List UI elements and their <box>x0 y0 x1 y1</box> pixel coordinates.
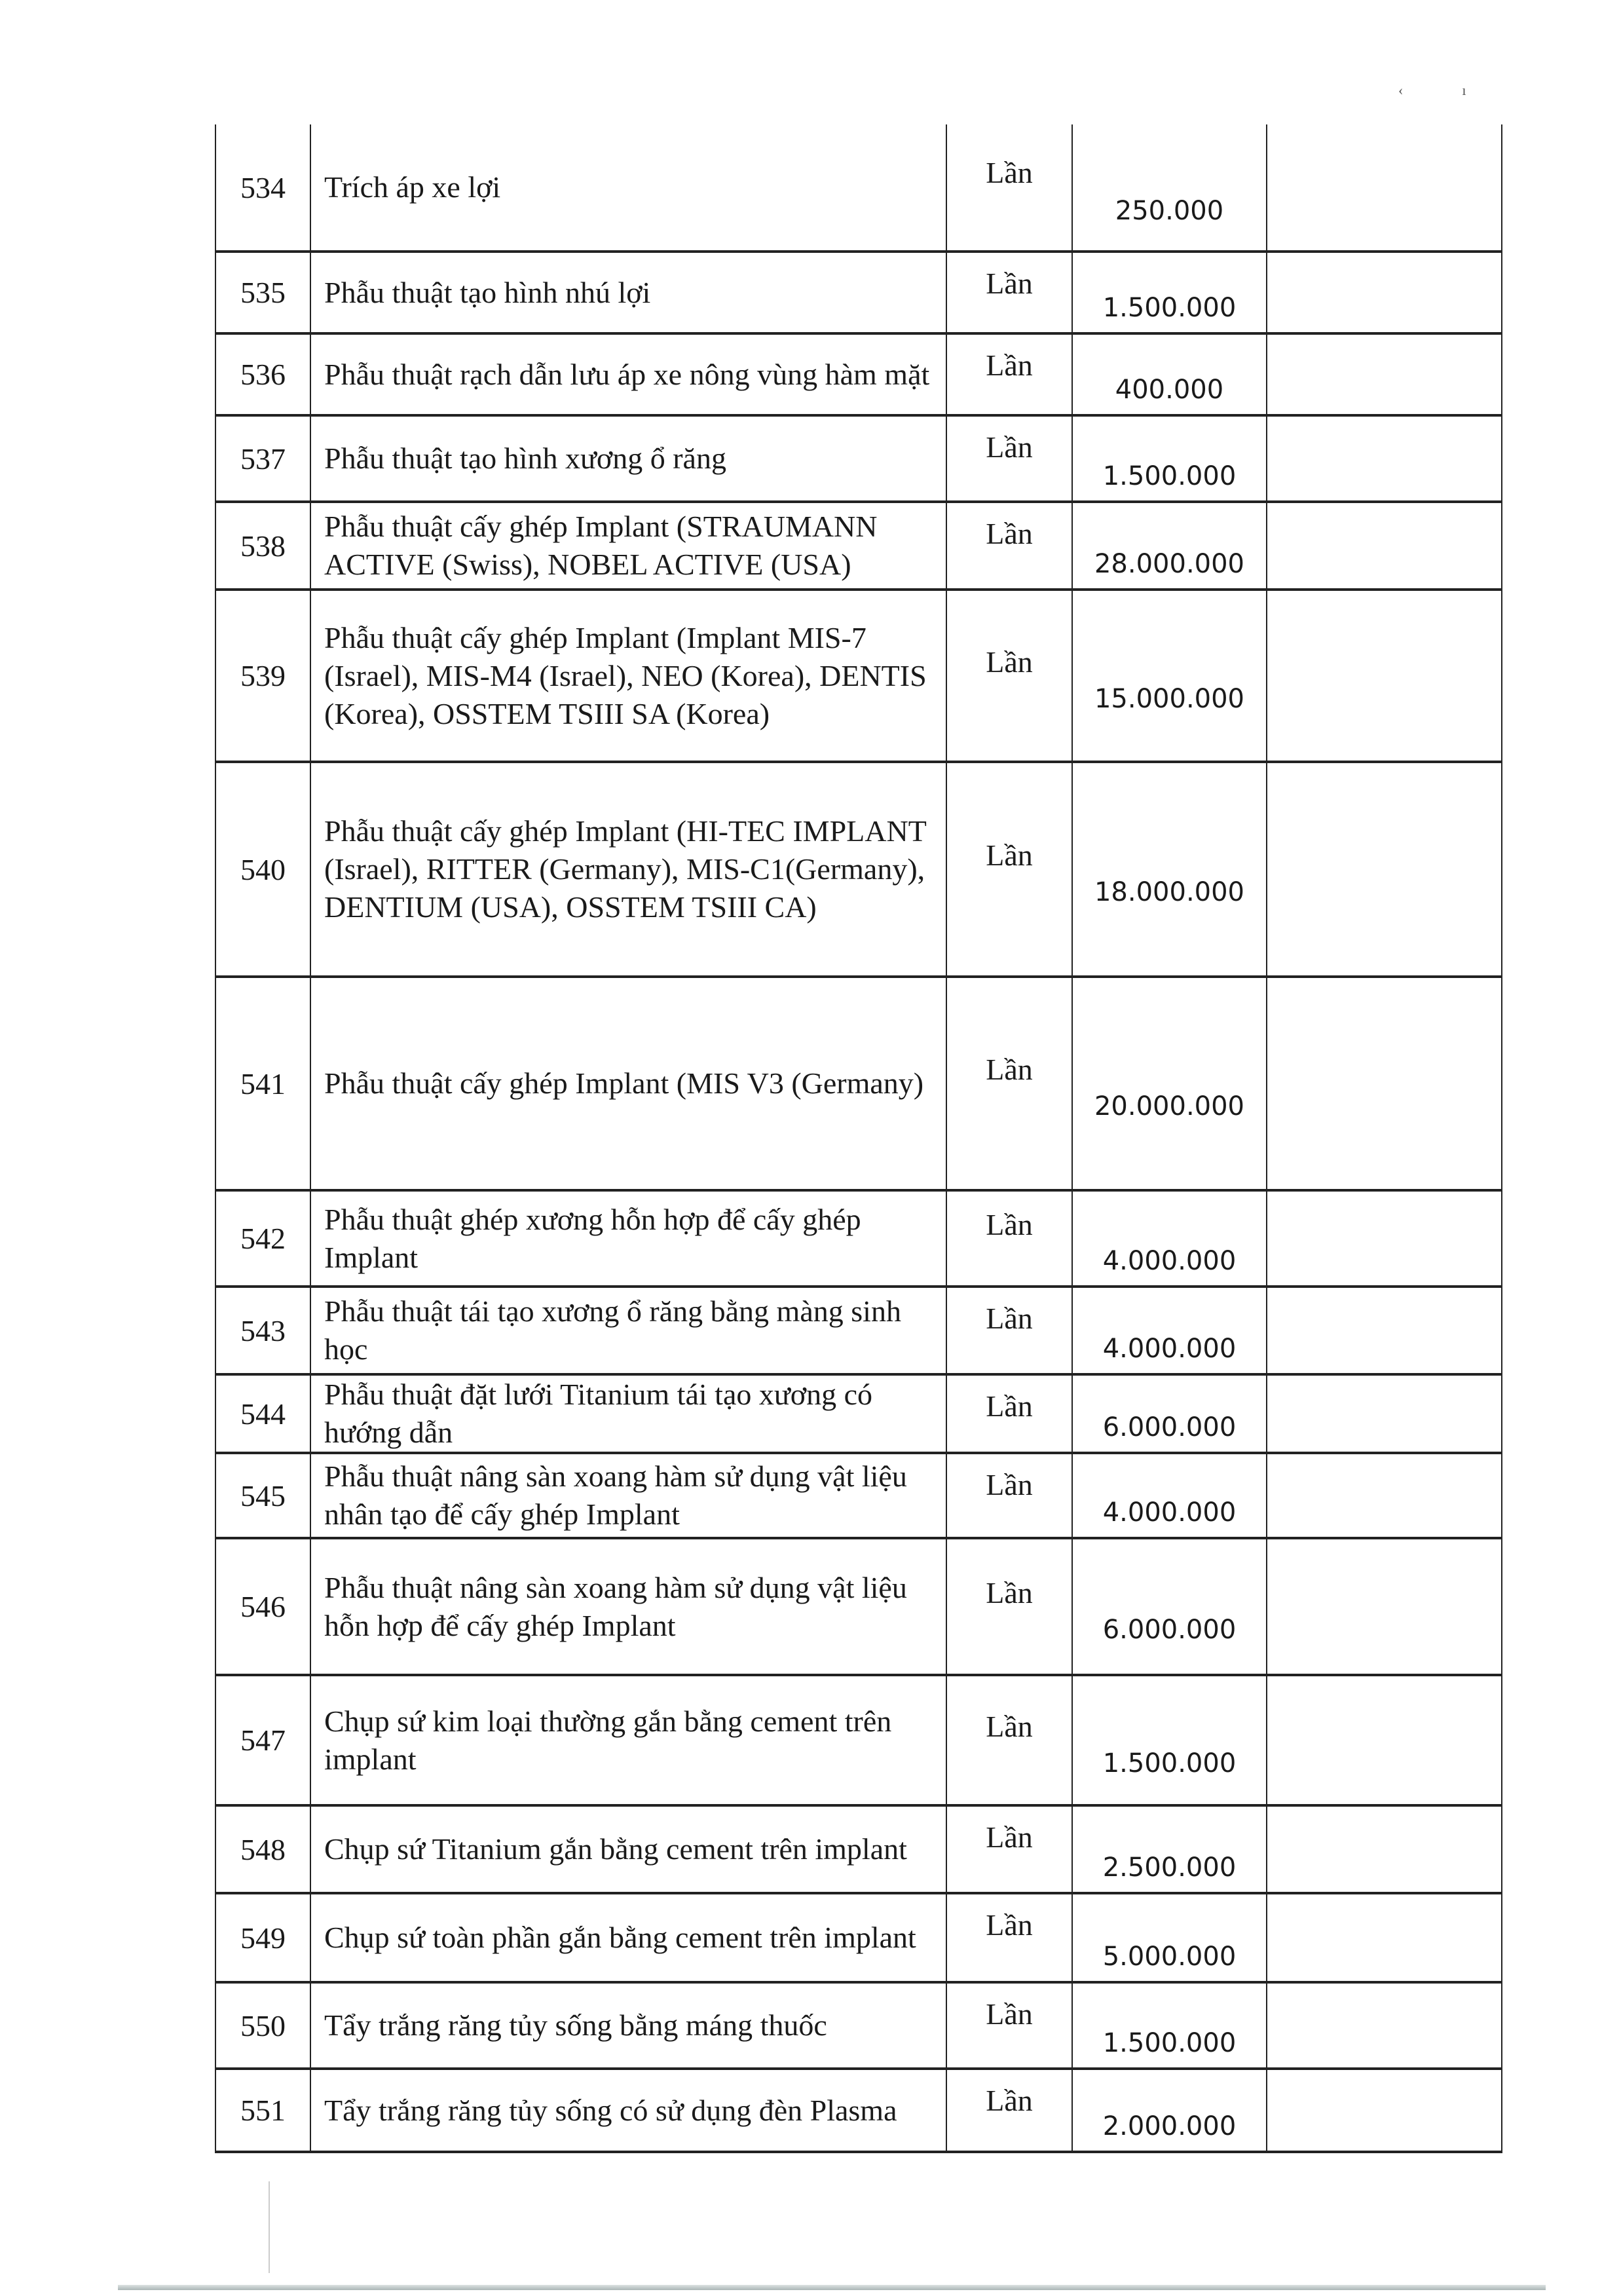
unit: Lần <box>986 1709 1033 1743</box>
service-name: Chụp sứ toàn phần gắn bằng cement trên implant <box>310 1893 946 1982</box>
price: 15.000.000 <box>1094 683 1245 714</box>
scan-bottom-edge <box>118 2285 1546 2290</box>
price-cell <box>1072 1893 1267 1982</box>
table-row <box>215 590 1502 762</box>
table-row <box>215 502 1502 590</box>
table-row <box>215 762 1502 977</box>
price: 2.000.000 <box>1102 2111 1237 2141</box>
row-number: 544 <box>215 1374 310 1453</box>
price: 1.500.000 <box>1102 1748 1237 1778</box>
note-cell <box>1267 252 1502 333</box>
service-name: Phẫu thuật tạo hình nhú lợi <box>310 252 946 333</box>
table-row <box>215 1893 1502 1982</box>
row-number: 547 <box>215 1675 310 1805</box>
table-row <box>215 1287 1502 1374</box>
price-cell <box>1072 1675 1267 1805</box>
unit: Lần <box>986 1820 1033 1854</box>
unit-cell <box>946 502 1072 590</box>
service-name: Tẩy trắng răng tủy sống bằng máng thuốc <box>310 1982 946 2069</box>
price-cell <box>1072 1453 1267 1538</box>
price: 4.000.000 <box>1102 1246 1237 1276</box>
unit: Lần <box>986 267 1033 300</box>
note-cell <box>1267 1374 1502 1453</box>
unit-cell <box>946 1675 1072 1805</box>
unit: Lần <box>986 1908 1033 1942</box>
price: 1.500.000 <box>1102 2028 1237 2058</box>
unit: Lần <box>986 517 1033 550</box>
price: 4.000.000 <box>1102 1497 1237 1528</box>
note-cell <box>1267 977 1502 1190</box>
row-number: 542 <box>215 1190 310 1287</box>
unit: Lần <box>986 1389 1033 1423</box>
service-name: Phẫu thuật cấy ghép Implant (HI-TEC IMPLANT (Israel), RITTER (Germany), MIS-C1(Germany), DENTIUM (USA), OSSTEM TSIII CA) <box>310 762 946 977</box>
service-name: Phẫu thuật tạo hình xương ổ răng <box>310 415 946 502</box>
price: 2.500.000 <box>1102 1853 1237 1883</box>
price: 28.000.000 <box>1094 549 1245 579</box>
unit-cell <box>946 1538 1072 1675</box>
price-cell <box>1072 1190 1267 1287</box>
row-number: 537 <box>215 415 310 502</box>
row-number: 543 <box>215 1287 310 1374</box>
unit: Lần <box>986 1997 1033 2031</box>
price: 400.000 <box>1115 375 1224 405</box>
service-name: Phẫu thuật nâng sàn xoang hàm sử dụng vật liệu hỗn hợp để cấy ghép Implant <box>310 1538 946 1675</box>
unit: Lần <box>986 348 1033 382</box>
service-name: Phẫu thuật cấy ghép Implant (Implant MIS-7 (Israel), MIS-M4 (Israel), NEO (Korea), DENTIS (Korea), OSSTEM TSIII SA (Korea) <box>310 590 946 762</box>
unit-cell <box>946 977 1072 1190</box>
table-row <box>215 333 1502 415</box>
price-cell <box>1072 124 1267 252</box>
table-row <box>215 1805 1502 1893</box>
unit-cell <box>946 124 1072 252</box>
service-name: Tẩy trắng răng tủy sống có sử dụng đèn Plasma <box>310 2069 946 2152</box>
unit-cell <box>946 252 1072 333</box>
price-cell <box>1072 977 1267 1190</box>
table-row <box>215 1190 1502 1287</box>
note-cell <box>1267 1538 1502 1675</box>
unit: Lần <box>986 1575 1033 1609</box>
price-cell <box>1072 502 1267 590</box>
row-number: 540 <box>215 762 310 977</box>
row-number: 545 <box>215 1453 310 1538</box>
price-cell <box>1072 1982 1267 2069</box>
note-cell <box>1267 2069 1502 2152</box>
table-row <box>215 415 1502 502</box>
service-name: Phẫu thuật cấy ghép Implant (MIS V3 (Germany) <box>310 977 946 1190</box>
price-cell <box>1072 1805 1267 1893</box>
row-number: 535 <box>215 252 310 333</box>
service-name: Chụp sứ Titanium gắn bằng cement trên implant <box>310 1805 946 1893</box>
unit-cell <box>946 1982 1072 2069</box>
note-cell <box>1267 762 1502 977</box>
price-cell <box>1072 1538 1267 1675</box>
note-cell <box>1267 1805 1502 1893</box>
note-cell <box>1267 1982 1502 2069</box>
unit: Lần <box>986 1207 1033 1241</box>
service-name: Phẫu thuật tái tạo xương ổ răng bằng màng sinh học <box>310 1287 946 1374</box>
row-number: 546 <box>215 1538 310 1675</box>
table-row <box>215 977 1502 1190</box>
service-name: Phẫu thuật rạch dẫn lưu áp xe nông vùng hàm mặt <box>310 333 946 415</box>
note-cell <box>1267 333 1502 415</box>
price-cell <box>1072 415 1267 502</box>
row-number: 541 <box>215 977 310 1190</box>
unit-cell <box>946 333 1072 415</box>
note-cell <box>1267 1190 1502 1287</box>
note-cell <box>1267 415 1502 502</box>
table-row <box>215 252 1502 333</box>
row-number: 550 <box>215 1982 310 2069</box>
table-row <box>215 1675 1502 1805</box>
note-cell <box>1267 1675 1502 1805</box>
price: 250.000 <box>1115 196 1224 226</box>
unit: Lần <box>986 838 1033 872</box>
row-number: 534 <box>215 124 310 252</box>
unit-cell <box>946 590 1072 762</box>
price-cell <box>1072 1287 1267 1374</box>
scan-artifact-line <box>269 2181 270 2273</box>
row-number: 551 <box>215 2069 310 2152</box>
service-name: Chụp sứ kim loại thường gắn bằng cement trên implant <box>310 1675 946 1805</box>
unit-cell <box>946 1893 1072 1982</box>
price: 6.000.000 <box>1102 1614 1237 1645</box>
unit-cell <box>946 1805 1072 1893</box>
note-cell <box>1267 590 1502 762</box>
unit-cell <box>946 1190 1072 1287</box>
fee-table-body <box>215 124 1502 2152</box>
service-name: Phẫu thuật ghép xương hỗn hợp để cấy ghép Implant <box>310 1190 946 1287</box>
unit: Lần <box>986 156 1033 189</box>
table-row <box>215 1538 1502 1675</box>
price: 1.500.000 <box>1102 293 1237 323</box>
note-cell <box>1267 1287 1502 1374</box>
price-cell <box>1072 2069 1267 2152</box>
row-number: 548 <box>215 1805 310 1893</box>
price: 1.500.000 <box>1102 461 1237 491</box>
row-number: 539 <box>215 590 310 762</box>
scan-mark: ı <box>1462 82 1466 98</box>
fee-table <box>215 124 1502 2153</box>
scan-mark: ‹ <box>1398 82 1404 98</box>
price-cell <box>1072 590 1267 762</box>
price: 20.000.000 <box>1094 1091 1245 1121</box>
price-cell <box>1072 1374 1267 1453</box>
price-cell <box>1072 333 1267 415</box>
note-cell <box>1267 502 1502 590</box>
table-row <box>215 1453 1502 1538</box>
unit: Lần <box>986 1468 1033 1501</box>
note-cell <box>1267 1893 1502 1982</box>
unit: Lần <box>986 1053 1033 1086</box>
price: 5.000.000 <box>1102 1942 1237 1972</box>
unit-cell <box>946 415 1072 502</box>
table-row <box>215 2069 1502 2152</box>
row-number: 536 <box>215 333 310 415</box>
price-cell <box>1072 762 1267 977</box>
unit-cell <box>946 1287 1072 1374</box>
service-name: Phẫu thuật nâng sàn xoang hàm sử dụng vật liệu nhân tạo để cấy ghép Implant <box>310 1453 946 1538</box>
table-row <box>215 1374 1502 1453</box>
unit-cell <box>946 762 1072 977</box>
row-number: 538 <box>215 502 310 590</box>
service-name: Trích áp xe lợi <box>310 124 946 252</box>
unit-cell <box>946 2069 1072 2152</box>
row-number: 549 <box>215 1893 310 1982</box>
price: 18.000.000 <box>1094 877 1245 907</box>
unit: Lần <box>986 2084 1033 2117</box>
unit-cell <box>946 1374 1072 1453</box>
unit: Lần <box>986 1302 1033 1335</box>
unit: Lần <box>986 645 1033 679</box>
table-row <box>215 1982 1502 2069</box>
note-cell <box>1267 1453 1502 1538</box>
price-cell <box>1072 252 1267 333</box>
unit-cell <box>946 1453 1072 1538</box>
price: 6.000.000 <box>1102 1412 1237 1442</box>
note-cell <box>1267 124 1502 252</box>
service-name: Phẫu thuật cấy ghép Implant (STRAUMANN ACTIVE (Swiss), NOBEL ACTIVE (USA) <box>310 502 946 590</box>
unit: Lần <box>986 430 1033 464</box>
service-name: Phẫu thuật đặt lưới Titanium tái tạo xương có hướng dẫn <box>310 1374 946 1453</box>
price: 4.000.000 <box>1102 1334 1237 1364</box>
scan-marks <box>1398 82 1525 99</box>
table-row <box>215 124 1502 252</box>
